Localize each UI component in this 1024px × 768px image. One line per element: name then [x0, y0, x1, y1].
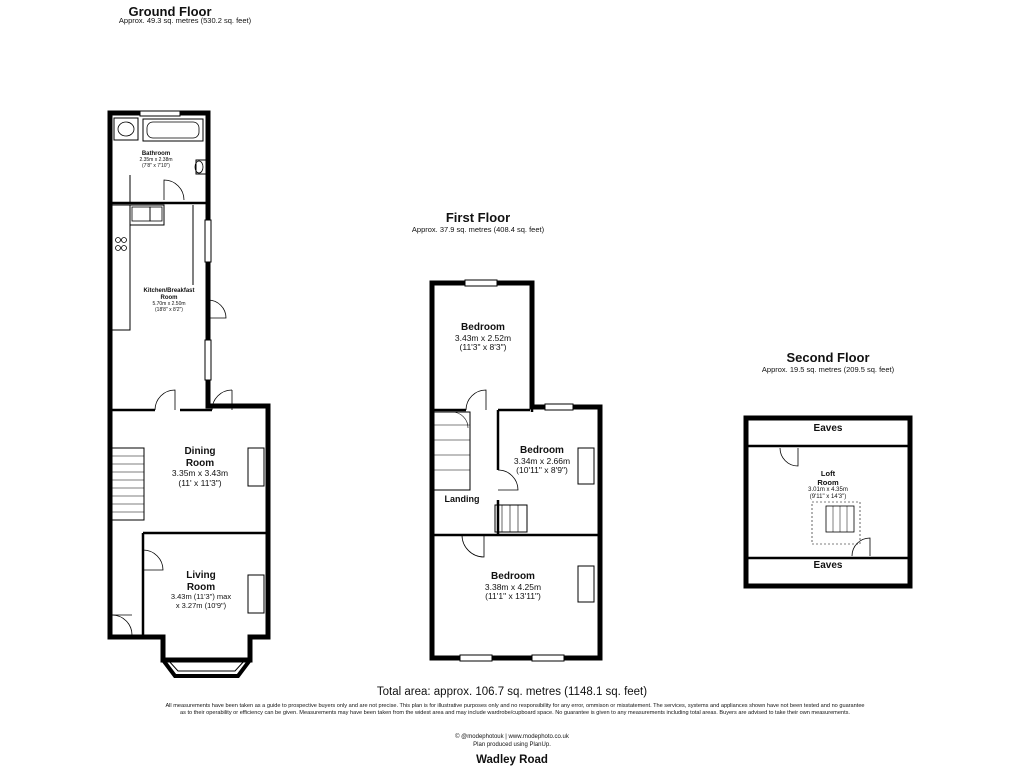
first-floor-title: First Floor [445, 210, 511, 225]
room-name: Bedroom [461, 322, 505, 333]
room-dimensions-metric: 2.35m x 2.38m [139, 156, 173, 163]
room-dimensions-metric: 3.43m (11'3") max [170, 592, 232, 601]
room-dimensions-imperial: (7'8" x 7'10") [142, 162, 170, 169]
room-name: Loft Room [817, 469, 839, 487]
room-dimensions-metric: 3.01m x 4.35m [808, 487, 848, 494]
room-dimensions-imperial: (11' x 11'3") [178, 477, 222, 488]
room-name: Bathroom [141, 151, 171, 157]
room-name: Bedroom [520, 445, 564, 456]
room-dimensions-metric: 3.43m x 2.52m [454, 332, 512, 343]
room-bedroom-front [470, 571, 556, 602]
room-loft [798, 470, 858, 501]
room-name: Bedroom [491, 571, 535, 582]
room-dimensions-metric: 3.35m x 3.43m [171, 468, 229, 478]
room-eaves-bottom: Eaves [813, 560, 843, 571]
room-kitchen [136, 288, 202, 313]
total-area: Total area: approx. 106.7 sq. metres (1148.1 sq. feet) [376, 686, 648, 698]
ground-floor-area: Approx. 49.3 sq. metres (530.2 sq. feet) [118, 16, 252, 25]
credit-line: © @modephotouk | www.modephoto.co.uk [455, 734, 569, 740]
first-floor-area: Approx. 37.9 sq. metres (408.4 sq. feet) [411, 225, 545, 234]
room-name: Kitchen/Breakfast Room [143, 288, 195, 301]
room-name: Living Room [186, 570, 216, 593]
room-dimensions-imperial: (11'3" x 8'3") [459, 342, 507, 353]
room-dimensions-imperial: x 3.27m (10'9") [175, 600, 227, 610]
room-dimensions-metric: 5.70m x 2.50m [152, 300, 186, 307]
ground-floor-title: Ground Floor [128, 4, 212, 19]
room-dimensions-imperial: (18'8" x 8'2") [155, 306, 183, 313]
room-dining [160, 446, 240, 489]
room-living [162, 570, 240, 610]
disclaimer-text: All measurements have been taken as a guide to prospective buyers only and are not precise. This plan is for illustrative purposes only and no responsibility for any error, ommison or misstatement. The services, systems and appliances shown have not been tested and no guarantee as to their operability or efficiency can be given. Measurements may have been taken from the widest area and may include wardrobe/cupboard space. No guarantee is given to any measurements including total areas. Buyers are advised to take their own measurements. [165, 703, 865, 717]
room-landing: Landing [444, 494, 480, 504]
planup-credit: Plan produced using PlanUp. [473, 742, 551, 748]
second-floor-title: Second Floor [786, 350, 870, 365]
room-bedroom-rear [440, 322, 526, 353]
property-address: Wadley Road [476, 754, 548, 766]
room-bathroom [130, 151, 182, 169]
room-dimensions-metric: 3.34m x 2.66m [513, 455, 571, 466]
room-bedroom-middle [504, 445, 580, 476]
second-floor-area: Approx. 19.5 sq. metres (209.5 sq. feet) [761, 365, 895, 374]
room-dimensions-metric: 3.38m x 4.25m [484, 581, 542, 592]
room-dimensions-imperial: (9'11" x 14'3") [809, 494, 847, 501]
room-name: Dining Room [184, 446, 216, 469]
room-dimensions-imperial: (11'1" x 13'11") [485, 591, 541, 602]
room-eaves-top: Eaves [813, 423, 843, 434]
room-dimensions-imperial: (10'11" x 8'9") [516, 465, 568, 476]
